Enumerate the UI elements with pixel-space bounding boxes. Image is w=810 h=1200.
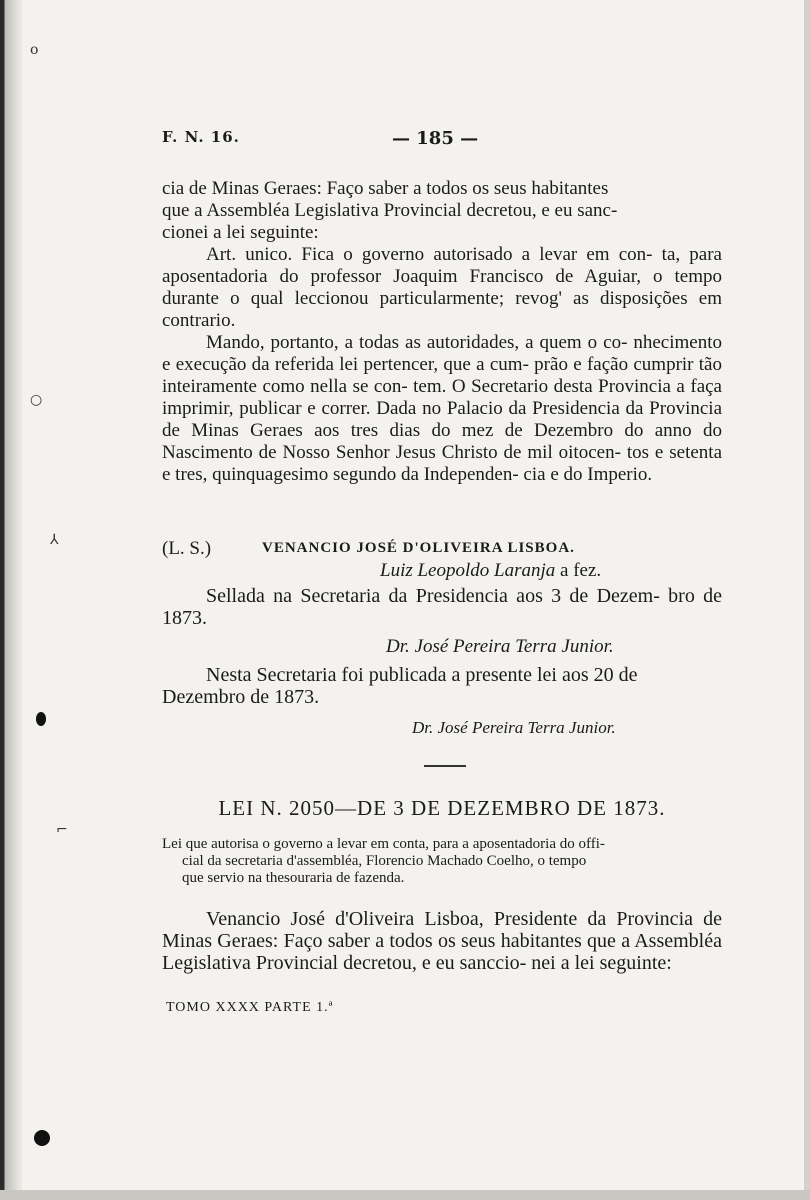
law-summary bbox=[162, 836, 722, 887]
summary-line: que servio na thesouraria de fazenda. bbox=[182, 870, 405, 886]
article-label: Art. unico. bbox=[206, 244, 293, 265]
seal-label: (L. S.) bbox=[162, 538, 212, 559]
volume-footer: TOMO XXXX PARTE 1.ª bbox=[166, 1000, 334, 1015]
law-body bbox=[162, 908, 722, 974]
secretary-name: Luiz Leopoldo Laranja bbox=[380, 560, 556, 581]
summary-line: cial da secretaria d'assembléa, Florencio Machado Coelho, o tempo bbox=[182, 853, 587, 869]
margin-mark: ⅄ bbox=[50, 532, 59, 548]
mando-paragraph: Mando, portanto, a todas as autoridades, a quem o co- nhecimento e execução da referida lei pertencer, que a cum- prão e fação cumprir tão inteiramente como nella se con- tem. O Secretario desta Provincia a faça imprimir, publicar e correr. Dada no Palacio da Presidencia da Provincia de Minas Geraes aos tres dias do mez de Dezembro do anno do Nascimento de Nosso Senhor Jesus Christo de mil oitocen- tos e setenta e tres, quinquagesimo segundo da Independen- cia e do Imperio. bbox=[162, 332, 722, 485]
bottom-edge bbox=[0, 1190, 810, 1200]
governor-signature: VENANCIO JOSÉ D'OLIVEIRA LISBOA. bbox=[262, 540, 575, 556]
margin-mark: ⌐ bbox=[56, 822, 68, 838]
official-signature: Dr. José Pereira Terra Junior. bbox=[412, 718, 616, 737]
law-body-text: Venancio José d'Oliveira Lisboa, Presidente da Provincia de Minas Geraes: Faço saber a todos os seus habitantes que a Assembléa Legislativa Provincial decretou, e eu sanccio- nei a lei seguinte: bbox=[162, 908, 722, 974]
text-line: cia de Minas Geraes: Faço saber a todos os seus habitantes bbox=[162, 178, 609, 199]
law-title: LEI N. 2050—DE 3 DE DEZEMBRO DE 1873. bbox=[218, 796, 666, 820]
nesta-paragraph bbox=[162, 664, 722, 708]
margin-mark: o bbox=[30, 42, 39, 58]
sellada-text: Sellada na Secretaria da Presidencia aos 3 de Dezem- bro de 1873. bbox=[162, 585, 722, 629]
page-header bbox=[162, 128, 722, 152]
section-divider bbox=[424, 765, 466, 767]
article-paragraph bbox=[162, 244, 722, 332]
ink-blot bbox=[36, 712, 46, 726]
text-line: que a Assembléa Legislativa Provincial decretou, e eu sanc- bbox=[162, 200, 618, 221]
nesta-text: Nesta Secretaria foi publicada a presente lei aos 20 de Dezembro de 1873. bbox=[162, 664, 638, 708]
secretary-suffix: a fez. bbox=[560, 560, 602, 581]
law-text-continuation bbox=[162, 178, 722, 486]
secretary-line bbox=[380, 560, 601, 582]
right-edge bbox=[804, 0, 810, 1200]
margin-mark: ○ bbox=[30, 392, 43, 408]
article-text: Fica o governo autorisado a levar em con- ta, para aposentadoria do professor Joaquim Francisco de Aguiar, o tempo durante o qual leccionou particularmente; revog' as disposições em contrario. bbox=[162, 244, 722, 331]
official-signature: Dr. José Pereira Terra Junior. bbox=[386, 636, 614, 657]
page-number: — 185 — bbox=[392, 128, 479, 149]
binding-edge bbox=[0, 0, 22, 1200]
text-line: cionei a lei seguinte: bbox=[162, 222, 319, 243]
ink-blot bbox=[34, 1130, 50, 1146]
sellada-paragraph bbox=[162, 585, 722, 629]
header-reference: F. N. 16. bbox=[162, 128, 240, 146]
summary-line: Lei que autorisa o governo a levar em conta, para a aposentadoria do offi- bbox=[162, 836, 605, 852]
